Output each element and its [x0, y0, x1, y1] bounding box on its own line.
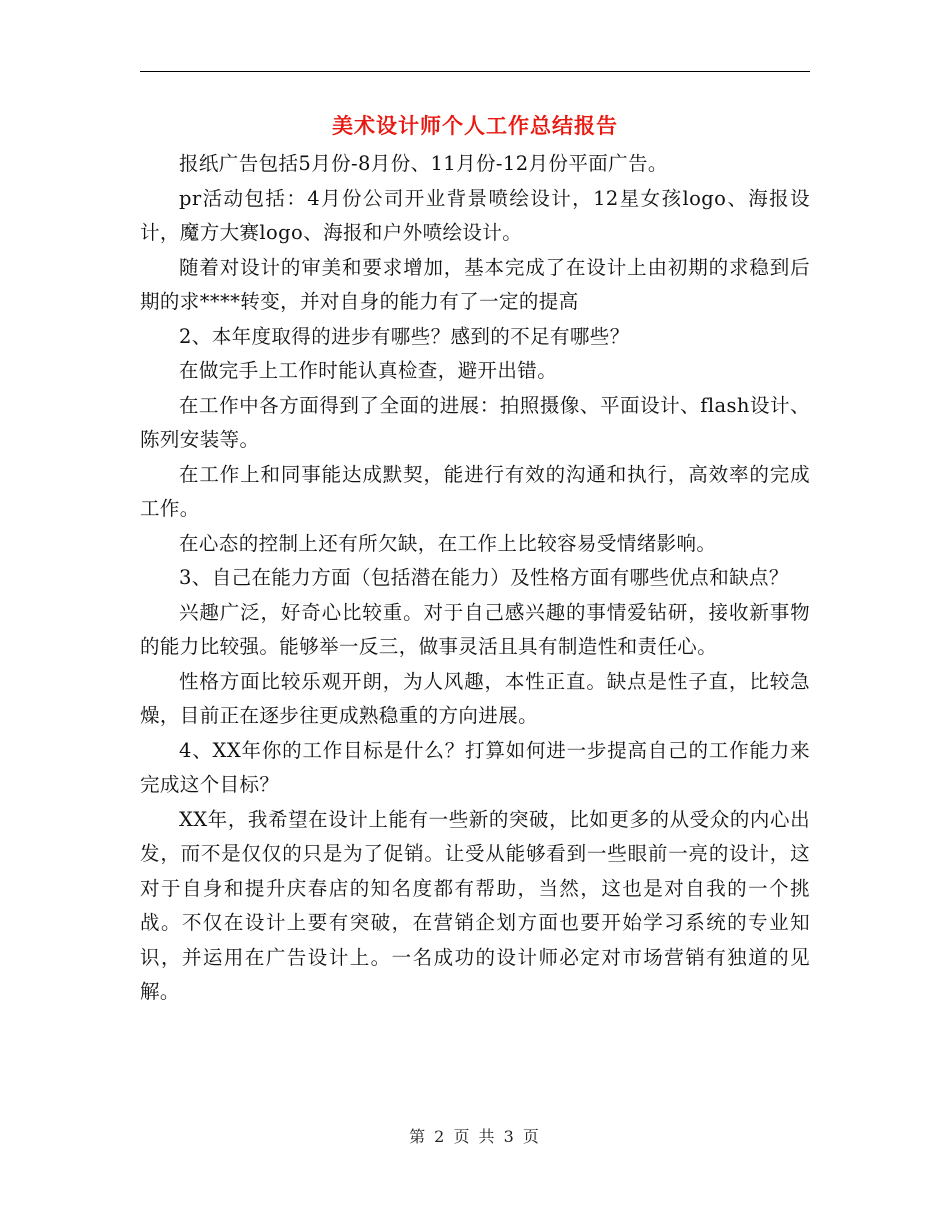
paragraph-question-3: 3、自己在能力方面（包括潜在能力）及性格方面有哪些优点和缺点？ [179, 566, 789, 589]
paragraph-newspaper-ads: 报纸广告包括5月份-8月份、11月份-12月份平面广告。 [179, 152, 668, 175]
paragraph-emotion-control: 在心态的控制上还有所欠缺，在工作上比较容易受情绪影响。 [179, 531, 717, 555]
paragraph-question-2: 2、本年度取得的进步有哪些？感到的不足有哪些？ [179, 324, 630, 348]
paragraph-pr-activities: pr活动包括：4月份公司开业背景喷绘设计，12星女孩logo、海报设计，魔方大赛logo、海报和户外喷绘设计。 [140, 186, 810, 244]
page-number-footer: 第 2 页 共 3 页 [409, 1127, 541, 1146]
paragraph-personality: 性格方面比较乐观开朗，为人风趣，本性正直。缺点是性子直，比较急燥，目前正在逐步往更成熟稳重的方向进展。 [140, 669, 810, 727]
header-rule [140, 71, 810, 72]
paragraph-teamwork: 在工作上和同事能达成默契，能进行有效的沟通和执行，高效率的完成工作。 [140, 462, 810, 520]
document-body [140, 147, 810, 1010]
paragraph-skills-progress: 在工作中各方面得到了全面的进展：拍照摄像、平面设计、flash设计、陈列安装等。 [140, 393, 810, 451]
paragraph-design-improvement: 随着对设计的审美和要求增加，基本完成了在设计上由初期的求稳到后期的求****转变，并对自身的能力有了一定的提高 [140, 255, 810, 313]
document-title: 美术设计师个人工作总结报告 [332, 113, 618, 138]
paragraph-question-4: 4、XX年你的工作目标是什么？打算如何进一步提高自己的工作能力来完成这个目标？ [140, 738, 810, 796]
paragraph-strengths: 兴趣广泛，好奇心比较重。对于自己感兴趣的事情爱钻研，接收新事物的能力比较强。能够举一反三，做事灵活且具有制造性和责任心。 [140, 600, 810, 658]
paragraph-careful-check: 在做完手上工作时能认真检查，避开出错。 [179, 359, 558, 382]
paragraph-goals: XX年，我希望在设计上能有一些新的突破，比如更多的从受众的内心出发，而不是仅仅的只是为了促销。让受从能够看到一些眼前一亮的设计，这对于自身和提升庆春店的知名度都有帮助，当然，这也是对自我的一个挑战。不仅在设计上要有突破，在营销企划方面也要开始学习系统的专业知识，并运用在广告设计上。一名成功的设计师必定对市场营销有独道的见解。 [140, 807, 810, 1003]
